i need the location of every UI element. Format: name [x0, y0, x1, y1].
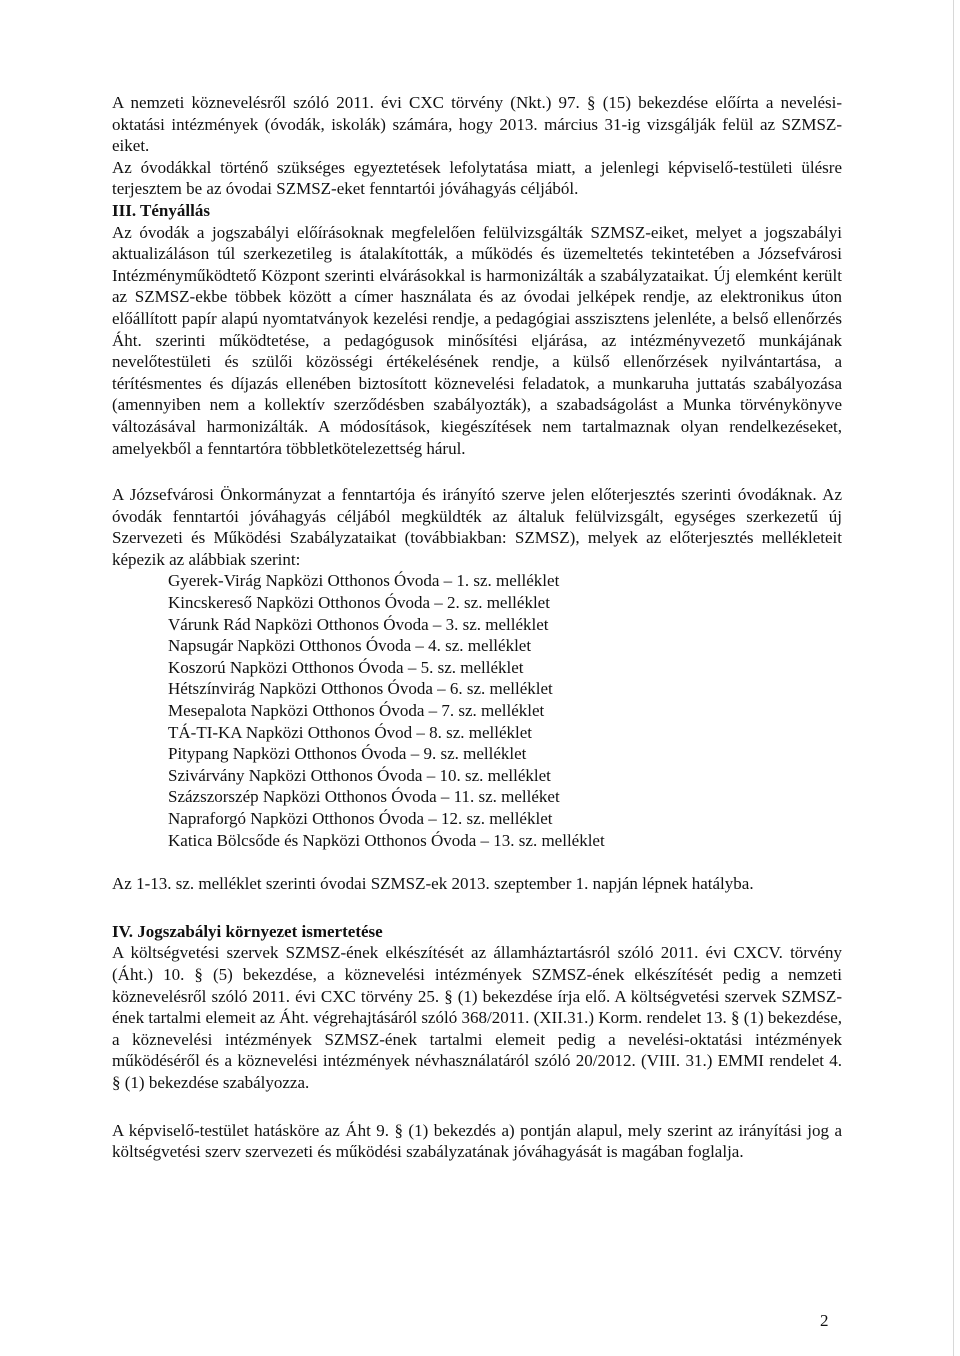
annex-list	[112, 570, 842, 851]
list-item: Százszorszép Napközi Otthonos Óvoda – 11. sz. melléket	[168, 787, 560, 807]
list-item: TÁ-TI-KA Napközi Otthonos Óvod – 8. sz. melléklet	[168, 722, 533, 742]
intro-paragraph-2: Az óvodákkal történő szükséges egyeztetések lefolytatása miatt, a jelenlegi képviselő-testületi ülésre terjesztem be az óvodai SZMSZ-eket fenntartói jóváhagyás céljából.	[112, 157, 842, 199]
list-item: Katica Bölcsőde és Napközi Otthonos Óvoda – 13. sz. melléklet	[168, 830, 605, 850]
authority-paragraph: A képviselő-testület hatásköre az Áht 9. § (1) bekezdés a) pontján alapul, mely szerint az irányítási jog a költségvetési szerv szervezeti és működési szabályzatának jóváhagyását is magában foglalja.	[112, 1120, 842, 1162]
page-edge-line	[953, 0, 954, 1356]
section-4-body: A költségvetési szervek SZMSZ-ének elkészítését az államháztartásról szóló 2011. évi CXCV. törvény (Áht.) 10. § (5) bekezdése, a köznevelési intézmények SZMSZ-ének elkészítését pedig a nemzeti köznevelésről szóló 2011. évi CXC törvény 25. § (1) bekezdése írja elő. A költségvetési szervek SZMSZ-ének tartalmi elemeit az Áht. végrehajtásáról szóló 368/2011. (XII.31.) Korm. rendelet 13. § (1) bekezdése, a köznevelési intézmények SZMSZ-ének tartalmi elemeit pedig a nevelési-oktatási intézmények működéséről és a köznevelési intézmények névhasználatáról szóló 20/2012. (VIII. 31.) EMMI rendelet 4. § (1) bekezdése szabályozza.	[112, 943, 842, 1092]
page-number: 2	[820, 1311, 829, 1330]
list-item: Mesepalota Napközi Otthonos Óvoda – 7. sz. melléklet	[168, 701, 545, 721]
intro-paragraph-1: A nemzeti köznevelésről szóló 2011. évi CXC törvény (Nkt.) 97. § (15) bekezdése előírta a nevelési-oktatási intézmények (óvodák, iskolák) számára, hogy 2013. március 31-ig vizsgálják felül az SZMSZ-eiket.	[112, 93, 842, 156]
list-item: Kincskereső Napközi Otthonos Óvoda – 2. sz. melléklet	[168, 593, 550, 613]
list-item: Napsugár Napközi Otthonos Óvoda – 4. sz. melléklet	[168, 636, 532, 656]
section-3-heading: III. Tényállás	[112, 200, 210, 220]
list-item: Pitypang Napközi Otthonos Óvoda – 9. sz. melléklet	[168, 744, 527, 764]
submission-paragraph: A Józsefvárosi Önkormányzat a fenntartója és irányító szerve jelen előterjesztés szerinti óvodáknak. Az óvodák fenntartói jóváhagyás céljából megküldték az általuk felülvizsgált, egységes szerkezetű új Szervezeti és Működési Szabályzataikat (továbbiakban: SZMSZ), melyek az előterjesztés mellékleteit képezik az alábbiak szerint:	[112, 485, 842, 569]
list-item: Szivárvány Napközi Otthonos Óvoda – 10. sz. melléklet	[168, 765, 551, 785]
list-item: Hétszínvirág Napközi Otthonos Óvoda – 6. sz. melléklet	[168, 679, 553, 699]
effective-date-paragraph: Az 1-13. sz. melléklet szerinti óvodai SZMSZ-ek 2013. szeptember 1. napján lépnek hatályba.	[112, 874, 754, 894]
list-item: Koszorú Napközi Otthonos Óvoda – 5. sz. melléklet	[168, 657, 524, 677]
section-3-body: Az óvodák a jogszabályi előírásoknak megfelelően felülvizsgálták SZMSZ-eiket, melyet a jogszabályi aktualizáláson túl szerkezetileg is átalakították, a működés és üzemeltetés tekintetében a Józsefvárosi Intézményműködtető Központ szerinti elvárásokkal is harmonizálták a szabályzataikat. Új elemként került az SZMSZ-ekbe többek között a címer használata és az óvodai jelképek rendje, az elektronikus úton előállított papír alapú nyomtatványok kezelési rendje, a pedagógiai asszisztens jelenléte, a belső ellenőrzés Áht. szerinti működtetése, a pedagógusok minősítési eljárása, az intézményvezető munkájának nevelőtestületi és szülői közösségi értékelésének rendje, a külső ellenőrzések nyilvántartása, a térítésmentes és díjazás ellenében biztosított köznevelési feladatok, a munkaruha juttatás szabályozása (amennyiben nem a kollektív szerződésben szabályozták), a szabadságolást a Munka törvénykönyve változásával harmonizálták. A módosítások, kiegészítések nem tartalmaznak olyan rendelkezéseket, amelyekből a fenntartóra többletkötelezettség hárul.	[112, 222, 842, 458]
list-item: Napraforgó Napközi Otthonos Óvoda – 12. sz. melléklet	[168, 809, 553, 828]
document-body	[112, 92, 842, 1163]
list-item: Gyerek-Virág Napközi Otthonos Óvoda – 1. sz. melléklet	[168, 571, 560, 591]
section-4-heading: IV. Jogszabályi környezet ismertetése	[112, 921, 383, 941]
list-item: Várunk Rád Napközi Otthonos Óvoda – 3. sz. melléklet	[168, 614, 549, 634]
